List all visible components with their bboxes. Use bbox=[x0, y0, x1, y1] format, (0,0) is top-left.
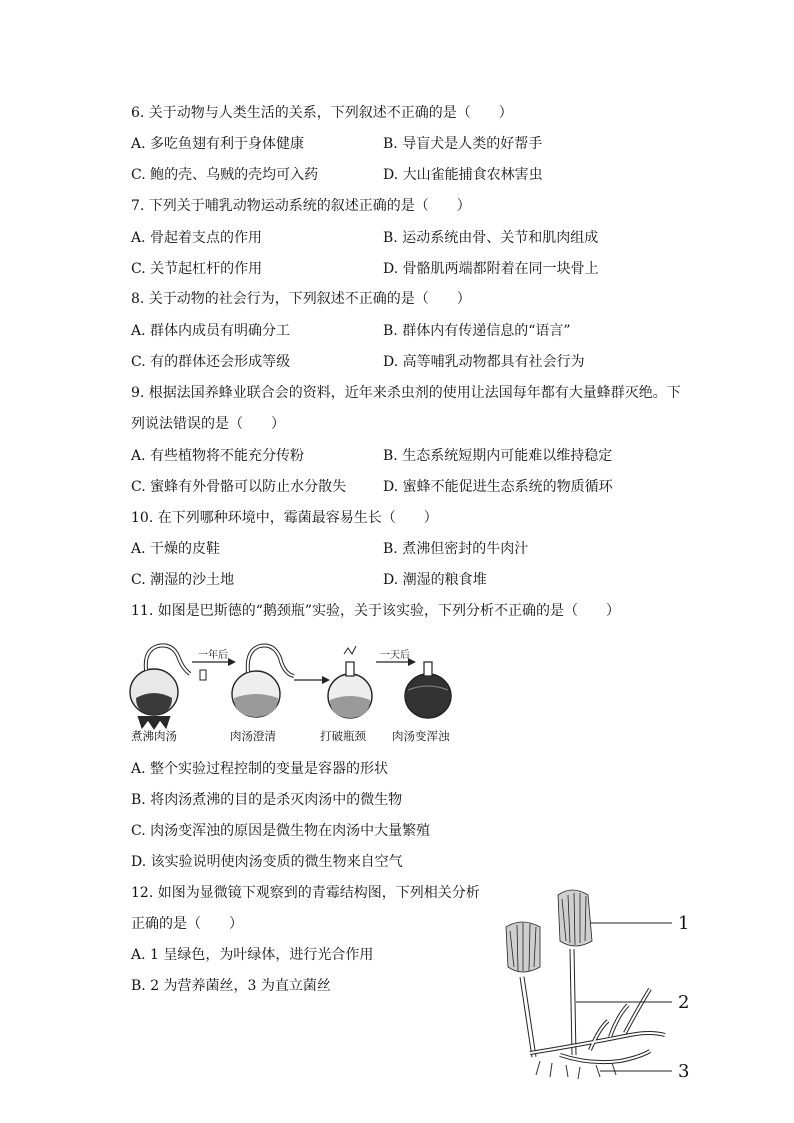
question-10-stem: 10. 在下列哪种环境中，霉菌最容易生长（ ） bbox=[131, 510, 438, 526]
question-9-option-c: C. 蜜蜂有外骨骼可以防止水分散失 bbox=[131, 479, 347, 495]
question-10-option-d: D. 潮湿的粮食堆 bbox=[383, 572, 487, 588]
question-9-option-d: D. 蜜蜂不能促进生态系统的物质循环 bbox=[383, 479, 613, 495]
question-11-stem: 11. 如图是巴斯德的“鹅颈瓶”实验，关于该实验，下列分析不正确的是（ ） bbox=[131, 603, 621, 619]
flask-clear-icon bbox=[232, 646, 294, 718]
penicillium-label-2: 2 bbox=[678, 992, 690, 1013]
question-11-option-d: D. 该实验说明使肉汤变质的微生物来自空气 bbox=[131, 854, 403, 870]
question-12-option-b: B. 2 为营养菌丝，3 为直立菌丝 bbox=[131, 978, 331, 994]
question-12-stem-line2: 正确的是（ ） bbox=[131, 916, 243, 932]
flask-broken-neck-icon bbox=[328, 646, 372, 718]
question-11-option-b: B. 将肉汤煮沸的目的是杀灭肉汤中的微生物 bbox=[131, 792, 403, 808]
question-9-option-a: A. 有些植物将不能充分传粉 bbox=[131, 448, 305, 464]
penicillium-label-3: 3 bbox=[678, 1061, 690, 1082]
question-6-stem: 6. 关于动物与人类生活的关系，下列叙述不正确的是（ ） bbox=[131, 105, 513, 121]
flask-step-3-label: 打破瓶颈 bbox=[320, 729, 366, 743]
swan-neck-flask-figure bbox=[128, 640, 468, 730]
question-7-option-d: D. 骨骼肌两端都附着在同一块骨上 bbox=[383, 261, 599, 277]
flask-turbid-icon bbox=[405, 662, 451, 718]
question-7-option-c: C. 关节起杠杆的作用 bbox=[131, 261, 263, 277]
question-11-option-a: A. 整个实验过程控制的变量是容器的形状 bbox=[131, 761, 389, 777]
question-7-option-b: B. 运动系统由骨、关节和肌肉组成 bbox=[383, 230, 599, 246]
question-10-option-a: A. 干燥的皮鞋 bbox=[131, 541, 221, 557]
question-12-option-a: A. 1 呈绿色，为叶绿体，进行光合作用 bbox=[131, 947, 374, 963]
flask-boiling-icon bbox=[130, 645, 190, 729]
penicillium-structure-figure bbox=[500, 885, 700, 1085]
question-9-stem-line2: 列说法错误的是（ ） bbox=[131, 416, 285, 432]
question-11-option-c: C. 肉汤变浑浊的原因是微生物在肉汤中大量繁殖 bbox=[131, 823, 431, 839]
arrow-2-label: 一天后 bbox=[380, 650, 410, 661]
question-7-stem: 7. 下列关于哺乳动物运动系统的叙述正确的是（ ） bbox=[131, 198, 471, 214]
spore-chain-cluster-left bbox=[506, 922, 540, 972]
question-12-stem-line1: 12. 如图为显微镜下观察到的青霉结构图，下列相关分析 bbox=[131, 885, 480, 901]
question-10-option-b: B. 煮沸但密封的牛肉汁 bbox=[383, 541, 529, 557]
spore-chain-cluster-right bbox=[558, 890, 592, 946]
question-8-option-c: C. 有的群体还会形成等级 bbox=[131, 354, 291, 370]
question-8-option-a: A. 群体内成员有明确分工 bbox=[131, 323, 291, 339]
question-8-option-b: B. 群体内有传递信息的“语言” bbox=[383, 323, 571, 339]
question-6-option-d: D. 大山雀能捕食农林害虫 bbox=[383, 167, 543, 183]
penicillium-label-1: 1 bbox=[678, 913, 690, 934]
question-9-option-b: B. 生态系统短期内可能难以维持稳定 bbox=[383, 448, 613, 464]
flask-step-4-label: 肉汤变浑浊 bbox=[392, 729, 450, 743]
question-7-option-a: A. 骨起着支点的作用 bbox=[131, 230, 263, 246]
arrow-1-label: 一年后 bbox=[198, 650, 228, 661]
question-6-option-a: A. 多吃鱼翅有利于身体健康 bbox=[131, 136, 305, 152]
flask-step-1-label: 煮沸肉汤 bbox=[131, 729, 177, 743]
question-10-option-c: C. 潮湿的沙土地 bbox=[131, 572, 235, 588]
flask-step-2-label: 肉汤澄清 bbox=[230, 729, 276, 743]
question-6-option-b: B. 导盲犬是人类的好帮手 bbox=[383, 136, 543, 152]
question-8-option-d: D. 高等哺乳动物都具有社会行为 bbox=[383, 354, 585, 370]
question-8-stem: 8. 关于动物的社会行为，下列叙述不正确的是（ ） bbox=[131, 291, 471, 307]
question-6-option-c: C. 鲍的壳、乌贼的壳均可入药 bbox=[131, 167, 319, 183]
question-9-stem-line1: 9. 根据法国养蜂业联合会的资料，近年来杀虫剂的使用让法国每年都有大量蜂群灭绝。下 bbox=[131, 385, 681, 401]
